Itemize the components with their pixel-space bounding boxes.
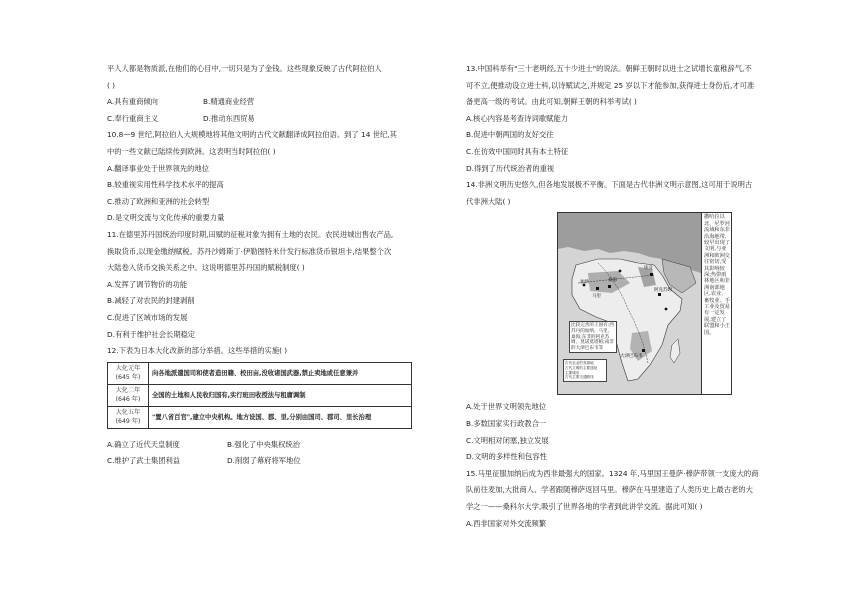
q9-option-d: D.推动东西贸易: [203, 113, 255, 123]
q14-stem-line-1: 14.非洲文明历史悠久,但各地发展极不平衡。下面是古代非洲文明示意图,这可用于说明古: [466, 180, 753, 190]
q13-option-b: B.促进中朝两国的友好交往: [466, 130, 554, 140]
q10-option-d: D.是文明交流与文化传承的重要力量: [107, 213, 225, 223]
q9-option-b: B.精通商业经营: [203, 97, 255, 107]
q10-stem-line-1: 10.8—9 世纪,阿拉伯人大规模地将其他文明的古代文献翻译成阿拉伯语。到了 14 世纪,其: [107, 130, 397, 140]
q14-option-b: B.多数国家实行政教合一: [466, 418, 547, 428]
right-column: [466, 63, 796, 534]
q11-option-a: A.发挥了调节物价的功能: [107, 279, 188, 289]
map-legend: [563, 359, 607, 381]
q9-options-row-2: [107, 113, 435, 125]
q12-options-row-1: [107, 439, 435, 451]
q12-table: [107, 362, 412, 429]
q13-option-d: D.得到了历代统治者的重视: [466, 163, 555, 173]
q15-stem-line-1: 15.马里征服加纳后成为西非最强大的国家。1324 年,马里国王曼萨·穆萨带领一支庞大的商: [466, 468, 759, 478]
q10-option-a: A.翻译事业处于世界领先的地位: [107, 163, 210, 173]
q9-stem-line-2: ( ): [107, 80, 116, 90]
q14-option-d: D.文明的多样性和包容性: [466, 452, 547, 462]
q12-option-c: C.维护了武士集团利益: [107, 456, 181, 466]
q11-option-c: C.促进了区域市场的发展: [107, 312, 188, 322]
map-kingdoms-note: 比较完善的王国有:西苏丹的加纳、马里、桑海;东非的阿克苏姆、莫诺莫塔帕;南非的大津巴布韦等: [569, 321, 617, 353]
table-year-cell: 大化五年 (649 年): [108, 406, 149, 428]
map-label-great-zimbabwe: 大津巴布韦: [620, 354, 643, 360]
table-row: [108, 384, 412, 406]
q14-option-c: C.文明相对闭塞,独立发展: [466, 435, 549, 445]
africa-civilization-map: [557, 212, 732, 395]
map-side-text: 撒哈拉以北、尼罗河流域和东非沿海地带,较早出现了文明,与亚洲和欧洲交往密切,受其影响较深;热带雨林地区和非洲南部地区,农业、畜牧业、手工业及贸易有一定发展,建立了联盟和小王国。: [704, 214, 730, 336]
map-label-songhai: 桑海: [608, 278, 617, 284]
q9-stem-line-1: 平人人都是物质派,在他们的心目中,一切只是为了金钱。这些现象反映了古代阿拉伯人: [107, 64, 382, 73]
q12-option-d: D.削弱了幕府将军地位: [227, 456, 301, 466]
legend-item: 古代农业的发源地: [565, 361, 594, 366]
map-side-note: [701, 213, 732, 394]
q14-option-a: A.处于世界文明领先地位: [466, 402, 547, 412]
q12-option-b: B.强化了中央集权统治: [227, 439, 300, 449]
q12-stem: 12.下表为日本大化改新的部分举措。这些举措的实施( ): [107, 346, 288, 356]
q11-stem-line-2: 换取货币,以现金缴纳赋税。苏丹沙姆斯丁·伊勒图特米什发行标准货币银坦卡,结果整个次: [107, 246, 392, 256]
map-label-aksum: 阿克苏姆: [654, 288, 672, 294]
q10-stem-line-2: 中的一些文献已陆续传到欧洲。这表明当时阿拉伯( ): [107, 146, 276, 156]
table-content-cell: 向各地派遣国司和使者造田籍、校田亩,没收诸国武器,禁止卖地或任意兼并: [149, 362, 412, 384]
q12-options-row-2: [107, 455, 435, 467]
q15-option-a: A.西非国家对外交流频繁: [466, 518, 547, 528]
legend-item: 主要城市: [565, 370, 580, 375]
q13-option-a: A.核心内容是考查诗词歌赋能力: [466, 113, 569, 123]
q9-option-c: C.奉行重商主义: [107, 113, 159, 123]
legend-item: 古代主要交通路线: [565, 375, 594, 380]
table-year-cell: 大化元年 (645 年): [108, 362, 149, 384]
map-label-ghana: 加纳: [580, 280, 589, 286]
q10-option-c: C.推动了欧洲和亚洲的社会转型: [107, 196, 210, 206]
q10-option-b: B.较重视实用性科学技术水平的提高: [107, 180, 224, 190]
table-year-cell: 大化二年 (646 年): [108, 384, 149, 406]
left-column: [107, 63, 435, 472]
q13-option-c: C.在仿效中国同时具有本土特征: [466, 146, 569, 156]
table-row: [108, 362, 412, 384]
q15-stem-line-2: 队前往麦加,大批商人、学者跟随穆萨返回马里。穆萨在马里建造了人类历史上最古老的大: [466, 485, 753, 495]
q14-stem-line-2: 代非洲大陆( ): [466, 196, 511, 206]
q15-stem-line-3: 学之一——桑科尔大学,吸引了世界各地的学者到此讲学交流。据此可知( ): [466, 501, 703, 511]
table-row: [108, 406, 412, 428]
map-label-egypt: 埃及: [644, 266, 653, 272]
q9-options-row-1: [107, 96, 435, 108]
table-content-cell: 全国的土地和人民收归国有,实行班田收授法与租庸调制: [149, 384, 412, 406]
q13-stem-line-3: 备更高一级的考试。由此可知,朝鲜王朝的科举考试( ): [466, 97, 637, 107]
q12-option-a: A.确立了近代天皇制度: [107, 439, 180, 449]
map-label-mali: 马里: [592, 294, 601, 300]
legend-item: 古代文明的主要遗址: [565, 365, 598, 370]
q9-option-a: A.具有重商倾向: [107, 97, 158, 107]
q13-stem-line-1: 13.中国科举有"三十老明经,五十少进士"的说法。朝鲜王朝时以进士之试增长童稚辞气,不: [466, 64, 752, 73]
q11-option-d: D.有利于维护社会长期稳定: [107, 329, 196, 339]
table-content-cell: "置八省百官",建立中央机构。地方设国、郡、里,分别由国司、郡司、里长治理: [149, 406, 412, 428]
q11-stem-line-3: 大陆卷入货币交换关系之中。这说明德里苏丹国的赋税制度( ): [107, 263, 305, 273]
q11-option-b: B.减轻了对农民的封建剥削: [107, 296, 195, 306]
q11-stem-line-1: 11.在德里苏丹国统治印度时期,田赋的征税对象为拥有土地的农民。农民进城出售农产品,: [107, 229, 394, 239]
q13-stem-line-2: 可不立,便推动设立进士科,以诗赋试之,并规定 25 岁以下才能参加,获得进士身份后,才可准: [466, 80, 755, 90]
